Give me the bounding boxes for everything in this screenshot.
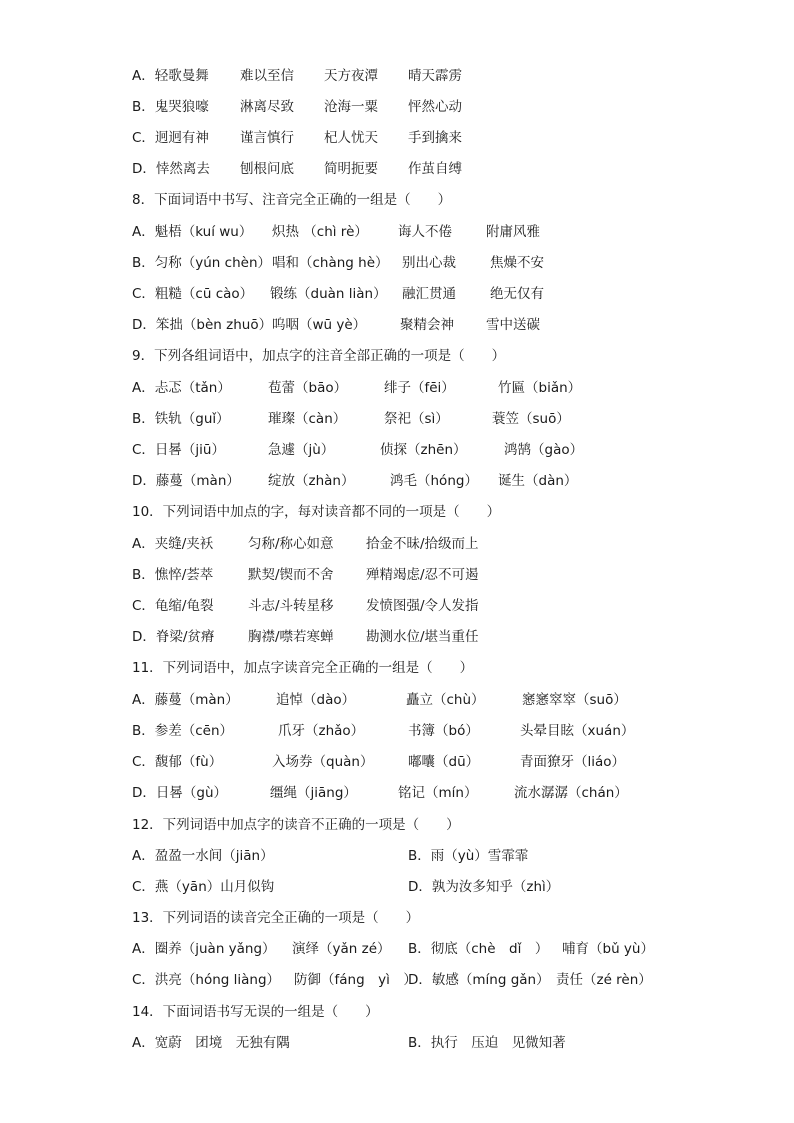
option-text: 鸿毛（hóng） [390, 473, 478, 489]
option-text: 胸襟/噤若寒蝉 [248, 629, 334, 645]
option-text: 竹匾（biǎn） [498, 380, 582, 396]
question-text: 9．下列各组词语中，加点字的注音全部正确的一项是（ ） [132, 348, 506, 364]
option-text: 青面獠牙（liáo） [520, 754, 626, 770]
option-text: 哺育（bǔ yù） [562, 941, 654, 957]
option-text: A．藤蔓（màn） [132, 692, 239, 708]
option-text: A．夹缝/夹袄 [132, 536, 214, 552]
option-text: 蓑笠（suō） [492, 411, 570, 427]
option-text: 沧海一粟 [324, 99, 378, 115]
option-text: 难以至信 [240, 68, 294, 84]
option-text: C．迥迥有神 [132, 130, 209, 146]
option-text: C．粗糙（cū cào） [132, 286, 254, 302]
option-text: 防御（fáng yì ） [294, 972, 417, 988]
option-text: 诞生（dàn） [498, 473, 578, 489]
option-text: 书簿（bó） [408, 723, 479, 739]
option-text: B．鬼哭狼嚎 [132, 99, 209, 115]
option-text: 谨言慎行 [240, 130, 294, 146]
option-text: 杞人忧天 [324, 130, 378, 146]
option-text: 附庸风雅 [486, 224, 540, 240]
option-text: B．雨（yù）雪霏霏 [408, 848, 529, 864]
option-text: 苞蕾（bāo） [268, 380, 348, 396]
option-text: 绝无仅有 [490, 286, 544, 302]
option-text: 缰绳（jiāng） [270, 785, 357, 801]
question-text: 11．下列词语中，加点字读音完全正确的一组是（ ） [132, 660, 474, 676]
option-text: A．宽蔚 团境 无独有隅 [132, 1035, 290, 1051]
option-text: B．匀称（yún chèn） [132, 255, 271, 271]
option-text: 聚精会神 [400, 317, 454, 333]
option-text: 呜咽（wū yè） [272, 317, 367, 333]
option-text: 锻练（duàn liàn） [270, 286, 387, 302]
option-text: 手到擒来 [408, 130, 462, 146]
option-text: C．洪亮（hóng liàng） [132, 972, 281, 988]
option-text: 头晕目眩（xuán） [520, 723, 635, 739]
option-text: D．笨拙（bèn zhuō） [132, 317, 273, 333]
option-text: 勘测水位/堪当重任 [366, 629, 479, 645]
option-text: C．龟缩/龟裂 [132, 598, 214, 614]
option-text: 璀璨（càn） [268, 411, 347, 427]
option-text: 鸿鹄（gào） [504, 442, 584, 458]
option-text: 唱和（chàng hè） [272, 255, 389, 271]
option-text: 别出心裁 [402, 255, 456, 271]
option-text: A．魁梧（kuí wu） [132, 224, 253, 240]
option-text: 嘟囔（dū） [408, 754, 480, 770]
option-text: 爪牙（zhǎo） [278, 723, 365, 739]
option-text: 作茧自缚 [408, 161, 462, 177]
option-text: B．铁轨（guǐ） [132, 411, 230, 427]
option-text: 演绎（yǎn zé） [292, 941, 391, 957]
option-text: 窸窸窣窣（suō） [522, 692, 627, 708]
question-text: 12．下列词语中加点字的读音不正确的一项是（ ） [132, 817, 460, 833]
question-text: 13．下列词语的读音完全正确的一项是（ ） [132, 910, 420, 926]
option-text: B．执行 压迫 见微知著 [408, 1035, 566, 1051]
option-text: 天方夜潭 [324, 68, 378, 84]
option-text: A．轻歌曼舞 [132, 68, 209, 84]
option-text: 默契/锲而不舍 [248, 567, 334, 583]
option-text: B．参差（cēn） [132, 723, 234, 739]
question-text: 8．下面词语中书写、注音完全正确的一组是（ ） [132, 192, 452, 208]
option-text: 刨根问底 [240, 161, 294, 177]
question-text: 14．下面词语书写无误的一组是（ ） [132, 1004, 379, 1020]
option-text: 炽热 （chì rè） [272, 224, 368, 240]
option-text: 斗志/斗转星移 [248, 598, 334, 614]
option-text: 匀称/称心如意 [248, 536, 334, 552]
option-text: 追悼（dào） [276, 692, 356, 708]
option-text: 入场券（quàn） [272, 754, 374, 770]
option-text: D．悻然离去 [132, 161, 210, 177]
option-text: 绽放（zhàn） [268, 473, 355, 489]
option-text: 怦然心动 [408, 99, 462, 115]
option-text: 流水潺潺（chán） [514, 785, 628, 801]
option-text: C．燕（yān）山月似钩 [132, 879, 275, 895]
option-text: D．日晷（gù） [132, 785, 228, 801]
option-text: D．敏感（míng gǎn） [408, 972, 550, 988]
option-text: 责任（zé rèn） [556, 972, 652, 988]
option-text: 祭祀（sì） [384, 411, 449, 427]
option-text: C．日晷（jiū） [132, 442, 225, 458]
option-text: C．馥郁（fù） [132, 754, 223, 770]
option-text: D．脊梁/贫瘠 [132, 629, 215, 645]
option-text: 雪中送碳 [486, 317, 540, 333]
option-text: D．藤蔓（màn） [132, 473, 240, 489]
option-text: 急遽（jù） [268, 442, 335, 458]
option-text: 融汇贯通 [402, 286, 456, 302]
question-text: 10．下列词语中加点的字，每对读音都不同的一项是（ ） [132, 504, 501, 520]
option-text: D．孰为汝多知乎（zhì） [408, 879, 560, 895]
option-text: 侦探（zhēn） [380, 442, 467, 458]
option-text: 焦燥不安 [490, 255, 544, 271]
option-text: 发愤图强/令人发指 [366, 598, 479, 614]
option-text: 拾金不昧/拾级而上 [366, 536, 479, 552]
option-text: 绯子（fēi） [384, 380, 455, 396]
option-text: 晴天霹雳 [408, 68, 462, 84]
option-text: 淋离尽致 [240, 99, 294, 115]
option-text: 简明扼要 [324, 161, 378, 177]
option-text: A．忐忑（tǎn） [132, 380, 231, 396]
option-text: B．憔悴/荟萃 [132, 567, 214, 583]
option-text: A．盈盈一水间（jiān） [132, 848, 274, 864]
option-text: B．彻底（chè dǐ ） [408, 941, 549, 957]
option-text: 诲人不倦 [398, 224, 452, 240]
option-text: 殚精竭虑/忍不可遏 [366, 567, 479, 583]
option-text: 矗立（chù） [406, 692, 485, 708]
option-text: 铭记（mín） [398, 785, 478, 801]
option-text: A．圈养（juàn yǎng） [132, 941, 276, 957]
